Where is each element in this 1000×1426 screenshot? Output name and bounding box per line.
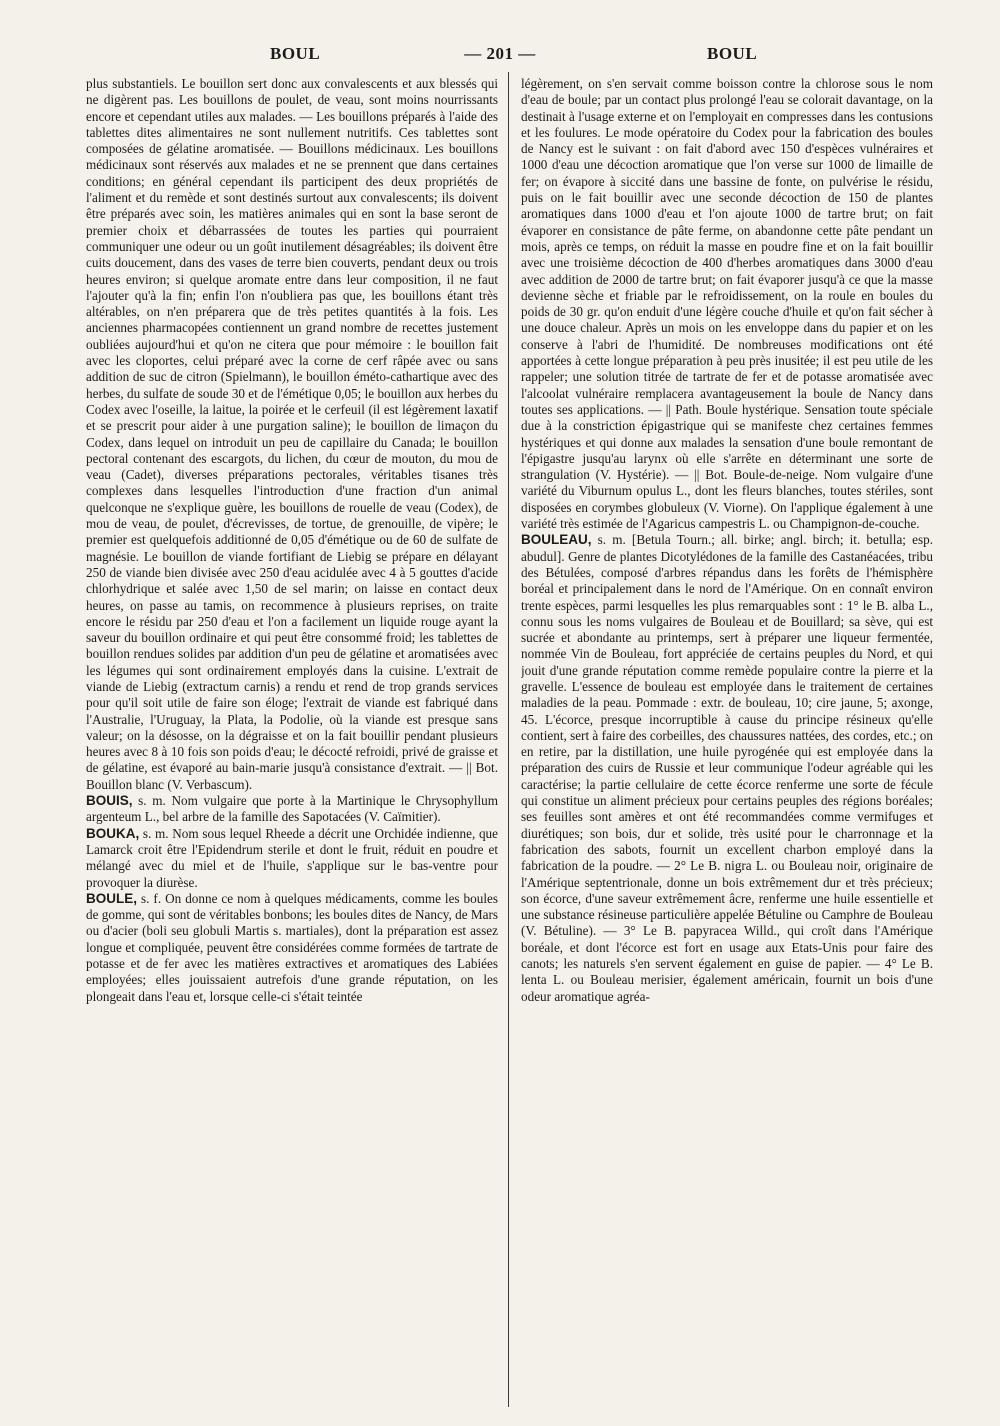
entry-bouis-text: s. m. Nom vulgaire que porte à la Martinique le Chrysophyllum argenteum L., bel arbre de la famille des Sapotacées (V. Caïmitier). (86, 793, 498, 825)
page-number: — 201 — (464, 44, 536, 63)
right-column (521, 76, 933, 1406)
boule-continuation: légèrement, on s'en servait comme boisson contre la chlorose sous le nom d'eau de boule; par un contact plus prolongé l'eau se colorait davantage, on la destinait à l'usage externe et on l'employait en compresses dans les contusions et les foulures. Le mode opératoire du Codex pour la fabrication des boules de Nancy est le suivant : on fait d'abord avec 150 d'espèces vulnéraires et 1000 d'eau une décoction aromatique que l'on verse sur 1000 de limaille de fer; on évapore à siccité dans une bassine de fonte, on pulvérise le résidu, puis on le fait bouillir avec une seconde décoction de 150 de plantes aromatiques dans 1000 d'eau et l'on ajoute 1000 de tartre brut; on fait évaporer en consistance de pâte ferme, on abandonne cette pâte pendant un mois, après ce temps, on réduit la masse en poudre fine et on la fait bouillir avec une troisième décoction de 400 d'herbes aromatiques dans 3000 d'eau avec addition de 2000 de tartre brut; on fait évaporer jusqu'à ce que la masse devienne sèche et friable par le refroidissement, on la roule en boules du poids de 30 gr. qu'on enduit d'une légère couche d'huile et qu'on fait sécher à une douce chaleur. Après un mois on les enveloppe dans du papier et on les conserve à l'abri de l'humidité. De nombreuses modifications ont été apportées à cette longue préparation à peu près inusitée; il est peu utile de les rappeler; une solution titrée de tartrate de fer et de potasse aromatisée avec l'alcoolat vulnéraire remplacera avantageusement la boule de Nancy dans toutes ses applications. — || Path. Boule hystérique. Sensation toute spéciale due à la constriction épigastrique qui se manifeste chez certaines femmes hystériques et qui donne aux malades la sensation d'une boule remontant de l'épigastre jusqu'au larynx où elle s'arrête en déterminant une sorte de strangulation (V. Hystérie). — || Bot. Boule-de-neige. Nom vulgaire d'une variété du Viburnum opulus L., dont les fleurs blanches, toutes stériles, sont disposées en corymbes globuleux (V. Viorne). On l'applique également à une variété très estimée de l'Agaricus campestris L. ou Champignon-de-couche. (521, 76, 933, 532)
running-head-left: BOUL (270, 44, 321, 63)
left-column (86, 76, 498, 1406)
headword-bouleau: BOULEAU, (521, 532, 592, 548)
bouillon-continuation: plus substantiels. Le bouillon sert donc aux convalescents et aux blessés qui ne digèrent pas. Les bouillons de poulet, de veau, sont moins nourrissants encore et cependant utiles aux malades. — Les bouillons préparés à l'aide des tablettes dites alimentaires ne sont nullement nutritifs. Ces tablettes sont composées de gélatine aromatisée. — Bouillons médicinaux. Les bouillons médicinaux sont réservés aux malades et ne se prennent que dans certaines conditions; en général cependant ils participent des deux propriétés de l'aliment et du remède et sont destinés surtout aux convalescents; ils doivent être préparés avec soin, les matières animales qui en sont la base seront de premier choix et débarrassées de toutes les parties qui pourraient communiquer une odeur ou un goût inutilement désagréables; ils doivent être cuits doucement, dans des vases de terre bien couverts, pendant deux ou trois heures environ; si quelque aromate entre dans leur composition, il ne faut l'ajouter qu'à la fin; enfin l'on n'oubliera pas que, les bouillons étant très altérables, on n'en préparera que de très petites quantités à la fois. Les anciennes pharmacopées contiennent un grand nombre de recettes justement oubliées aujourd'hui et qu'on ne citera que pour mémoire : le bouillon fait avec les cloportes, celui préparé avec la corne de cerf râpée avec ou sans addition de suc de citron (Spielmann), le bouillon éméto-cathartique avec des herbes, du sulfate de soude 30 et de l'émétique 0,05; le bouillon aux herbes du Codex avec l'oseille, la laitue, la poirée et le cerfeuil (il est légèrement laxatif et se prescrit pour aider à une purgation saline); le bouillon de limaçon du Codex, dans lequel on introduit un peu de capillaire du Canada; le bouillon pectoral contenant des escargots, du lichen, du cœur de mouton, du mou de veau (Cadet), diverses préparations pectorales, véritables tisanes très complexes dans lesquelles l'introduction d'une fraction d'un animal quelconque ne s'explique guère, les bouillons de rouelle de veau (Codex), de mou de veau, de poulet, d'écrevisses, de tortue, de grenouille, de vipère; le premier est quelquefois additionné de 0,05 d'émétique ou de 60 de sulfate de magnésie. Le bouillon de viande fortifiant de Liebig se prépare en délayant 250 de viande bien divisée avec 250 d'eau acidulée avec 4 à 5 gouttes d'acide chlorhydrique et salée avec 1,50 de sel marin; on laisse en contact deux heures, on passe au tamis, on recommence à plusieurs reprises, on traite encore le résidu par 250 d'eau et l'on a facilement un liquide rouge ayant la saveur du bouillon ordinaire et qui peut être consommé froid; les tablettes de bouillon rendues solides par addition d'un peu de gélatine et aromatisées avec les légumes qui sont ordinairement employés dans la cuisine. L'extrait de viande de Liebig (extractum carnis) a rendu et rend de trop grands services pour qu'il soit utile de faire son éloge; l'extrait de viande est fabriqué dans l'Australie, l'Uruguay, la Plata, la Podolie, où la viande est presque sans valeur; on la désosse, on la dégraisse et on la fait bouillir pendant plusieurs heures avec 8 à 10 fois son poids d'eau; le décocté refroidi, privé de graisse et de gélatine, est évaporé au bain-marie jusqu'à consistance d'extrait. — || Bot. Bouillon blanc (V. Verbascum). (86, 76, 498, 792)
headword-bouis: BOUIS, (86, 793, 133, 809)
entry-bouleau (521, 532, 933, 1005)
entry-bouis (86, 793, 498, 826)
entry-boule (86, 891, 498, 1005)
headword-bouka: BOUKA, (86, 825, 140, 841)
entry-boule-text: s. f. On donne ce nom à quelques médicaments, comme les boules de gomme, qui sont de véritables bonbons; les boules dites de Nancy, de Mars ou d'acier (boli seu globuli Martis s. martiales), dont la préparation est assez longue et compliquée, peuvent être considérées comme formées de tartrate de potasse et de fer avec les matières extractives et aromatiques des Labiées employées; elles jouissaient autrefois d'une grande réputation, on les plongeait dans l'eau et, lorsque celle-ci s'était teintée (86, 890, 498, 1004)
entry-bouka (86, 826, 498, 891)
entry-bouleau-text: s. m. [Betula Tourn.; all. birke; angl. birch; it. betulla; esp. abudul]. Genre de plantes Dicotylédones de la famille des Castanéacées, tribu des Bétulées, composé d'arbres répandus dans les forêts de l'hémisphère boréal et principalement dans le nord de l'Amérique. On en connaît environ trente espèces, parmi lesquelles les plus remarquables sont : 1° le B. alba L., connu sous les noms vulgaires de Bouleau et de Bouillard; sa sève, qui est sucrée et abondante au printemps, sert à préparer une liqueur fermentée, nommée Vin de Bouleau, fort appréciée de certains peuples du Nord, et qui jouit d'une grande réputation comme remède populaire contre la pierre et la gravelle. L'essence de bouleau est employée dans le traitement de certaines maladies de la peau. Pommade : extr. de bouleau, 10; cire jaune, 5; axonge, 45. L'écorce, presque incorruptible à cause du principe résineux qu'elle contient, sert à faire des corbeilles, des chaussures nattées, des cordes, etc.; on en retire, par la distillation, une huile pyrogénée qui est employée dans la préparation des cuirs de Russie et leur communique l'odeur agréable qui les caractérise; la partie cellulaire de cette écorce renferme une sorte de fécule qui constitue un aliment précieux pour certains peuples des régions boréales; ses feuilles sont amères et ont été recommandées comme vermifuges et diurétiques; son bois, dur et solide, très usité pour le charronnage et la fabrication des sabots, fournit un excellent charbon employé dans la fabrication de la poudre. — 2° Le B. nigra L. ou Bouleau noir, originaire de l'Amérique septentrionale, donne un bois extrêmement dur et très précieux; son écorce, d'une saveur extrêmement âcre, renferme une huile essentielle et une substance résineuse particulière appelée Bétuline ou Camphre de Bouleau (V. Bétuline). — 3° Le B. papyracea Willd., qui croît dans l'Amérique boréale, et dont l'écorce est fort en usage aux Etats-Unis pour faire des canots; les naturels s'en servent également en guise de papier. — 4° Le B. lenta L. ou Bouleau merisier, également américain, fournit un bois d'une odeur aromatique agréa- (521, 532, 933, 1004)
column-divider (508, 72, 509, 1407)
entry-bouka-text: s. m. Nom sous lequel Rheede a décrit une Orchidée indienne, que Lamarck croit être l'Epidendrum sterile et dont le fruit, réduit en poudre et mélangé avec du miel et de l'huile, s'applique sur le bas-ventre pour provoquer la diurèse. (86, 825, 498, 890)
running-head-right: BOUL (707, 44, 758, 63)
headword-boule: BOULE, (86, 890, 138, 906)
